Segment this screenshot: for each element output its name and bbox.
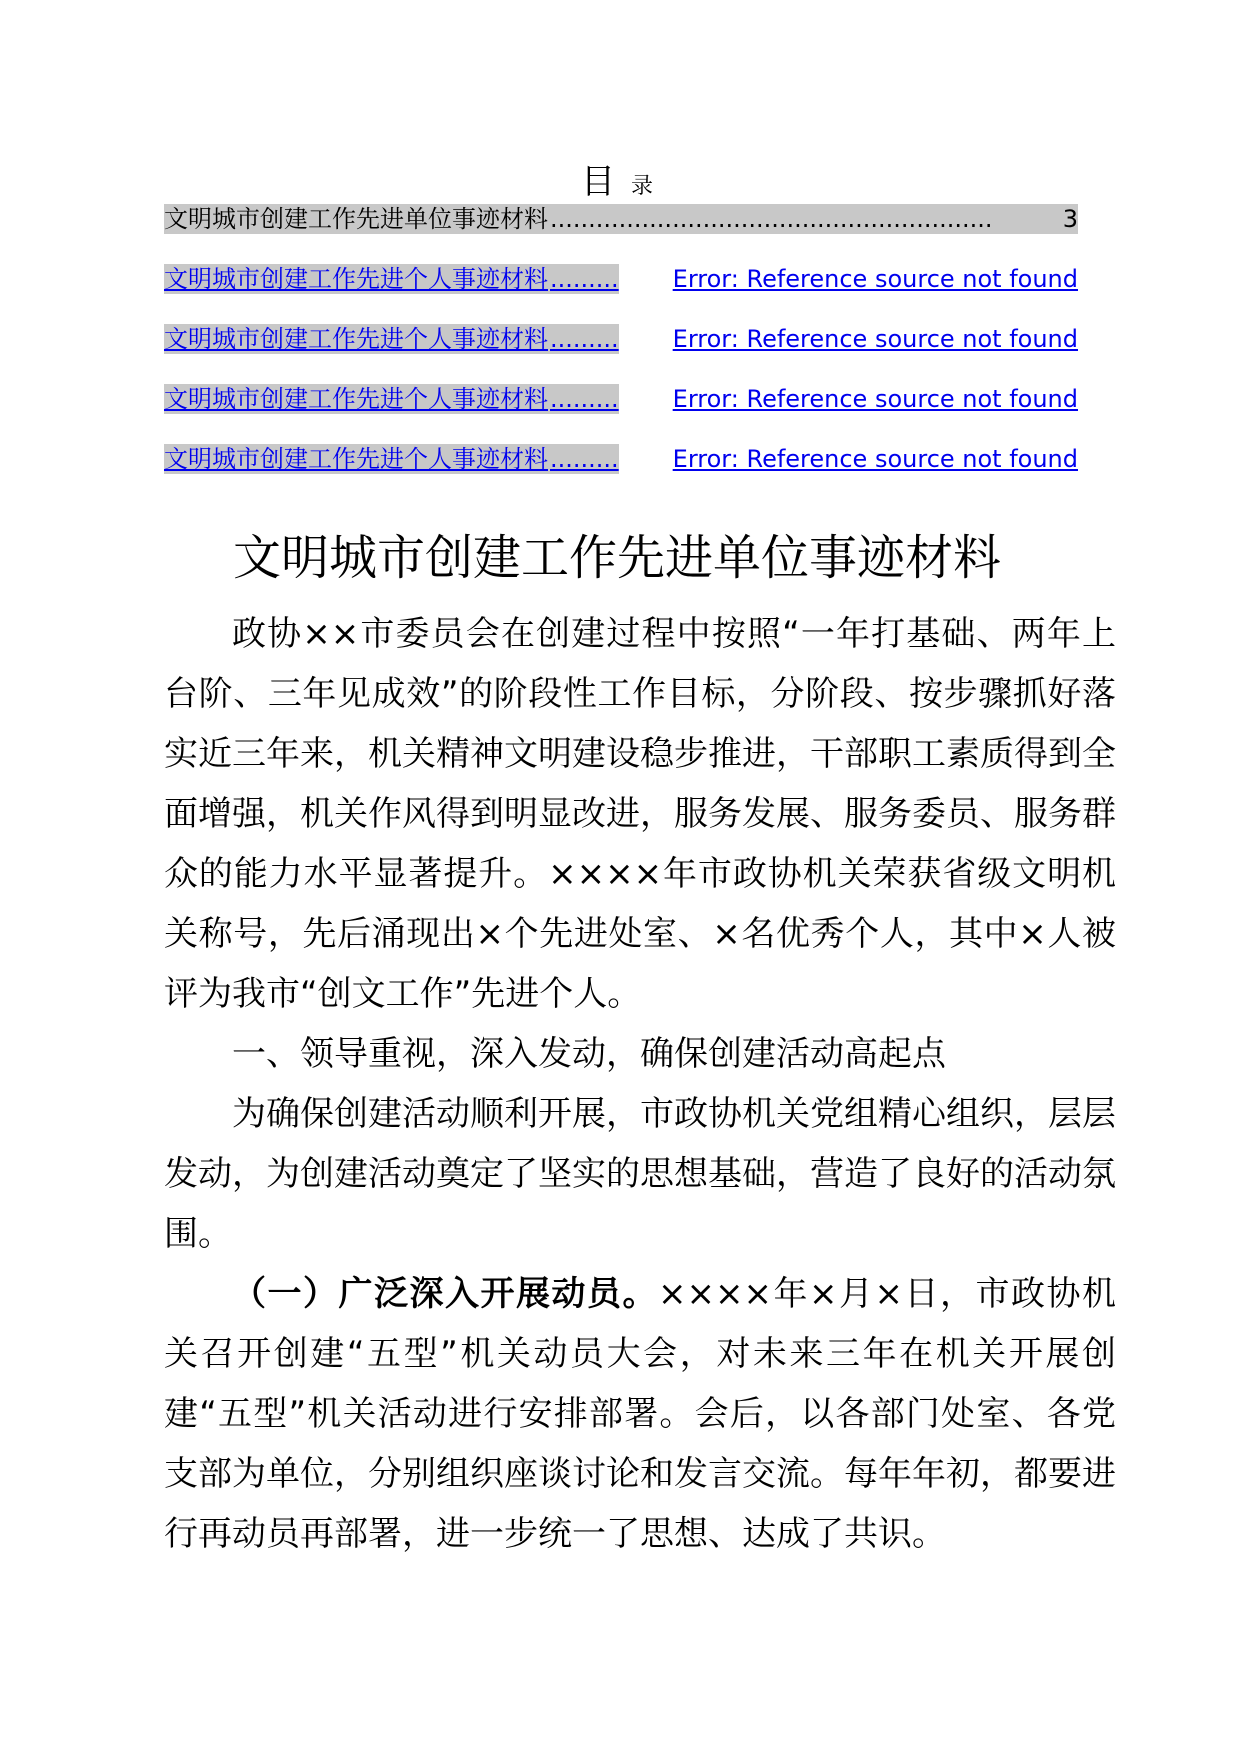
toc-entry-page: Error: Reference source not found — [672, 265, 1078, 293]
toc-entry-leader: ......... — [550, 325, 619, 353]
toc-entry-title: 文明城市创建工作先进单位事迹材料 — [164, 205, 548, 233]
toc-entry-link[interactable] — [164, 440, 1078, 474]
toc-entry-page: Error: Reference source not found — [672, 385, 1078, 413]
toc-heading-secondary: 录 — [630, 174, 653, 199]
section-paragraph: 为确保创建活动顺利开展，市政协机关党组精心组织，层层发动，为创建活动奠定了坚实的思想基础，营造了良好的活动氛围。 — [164, 1094, 1116, 1254]
toc-heading-main: 目 — [580, 162, 615, 202]
toc-entry-page: 3 — [1062, 205, 1078, 233]
toc-entry-title: 文明城市创建工作先进个人事迹材料 — [164, 385, 548, 413]
document-title: 文明城市创建工作先进单位事迹材料 — [232, 530, 1001, 586]
toc-entry-leader: ......... — [550, 445, 619, 473]
toc-entry-link[interactable] — [164, 380, 1078, 414]
toc-entry-leader: ......... — [550, 265, 619, 293]
section-heading: 一、领导重视，深入发动，确保创建活动高起点 — [232, 1034, 946, 1074]
toc-entry-title: 文明城市创建工作先进个人事迹材料 — [164, 445, 548, 473]
toc-entry-page: Error: Reference source not found — [672, 325, 1078, 353]
toc-entry[interactable] — [164, 200, 1078, 234]
document-body — [164, 604, 1116, 1564]
toc-entry-title: 文明城市创建工作先进个人事迹材料 — [164, 265, 548, 293]
toc-entry-link[interactable] — [164, 320, 1078, 354]
toc-entry-page: Error: Reference source not found — [672, 445, 1078, 473]
subsection-text: ××××年×月×日，市政协机关召开创建“五型”机关动员大会，对未来三年在机关开展创建“五型”机关活动进行安排部署。会后，以各部门处室、各党支部为单位，分别组织座谈讨论和发言交流。每年年初，都要进行再动员再部署，进一步统一了思想、达成了共识。 — [164, 1274, 1117, 1554]
toc-entry-leader: .......................................................... — [550, 204, 1063, 234]
intro-paragraph: 政协××市委员会在创建过程中按照“一年打基础、两年上台阶、三年见成效”的阶段性工作目标，分阶段、按步骤抓好落实近三年来，机关精神文明建设稳步推进，干部职工素质得到全面增强，机关作风得到明显改进，服务发展、服务委员、服务群众的能力水平显著提升。××××年市政协机关荣获省级文明机关称号，先后涌现出×个先进处室、×名优秀个人，其中×人被评为我市“创文工作”先进个人。 — [164, 614, 1116, 1014]
subsection-heading: （一）广泛深入开展动员。 — [232, 1274, 659, 1314]
toc-entry-link[interactable] — [164, 260, 1078, 294]
toc-entry-leader: ......... — [550, 385, 619, 413]
toc-entry-title: 文明城市创建工作先进个人事迹材料 — [164, 325, 548, 353]
subsection-paragraph — [164, 1264, 1116, 1564]
